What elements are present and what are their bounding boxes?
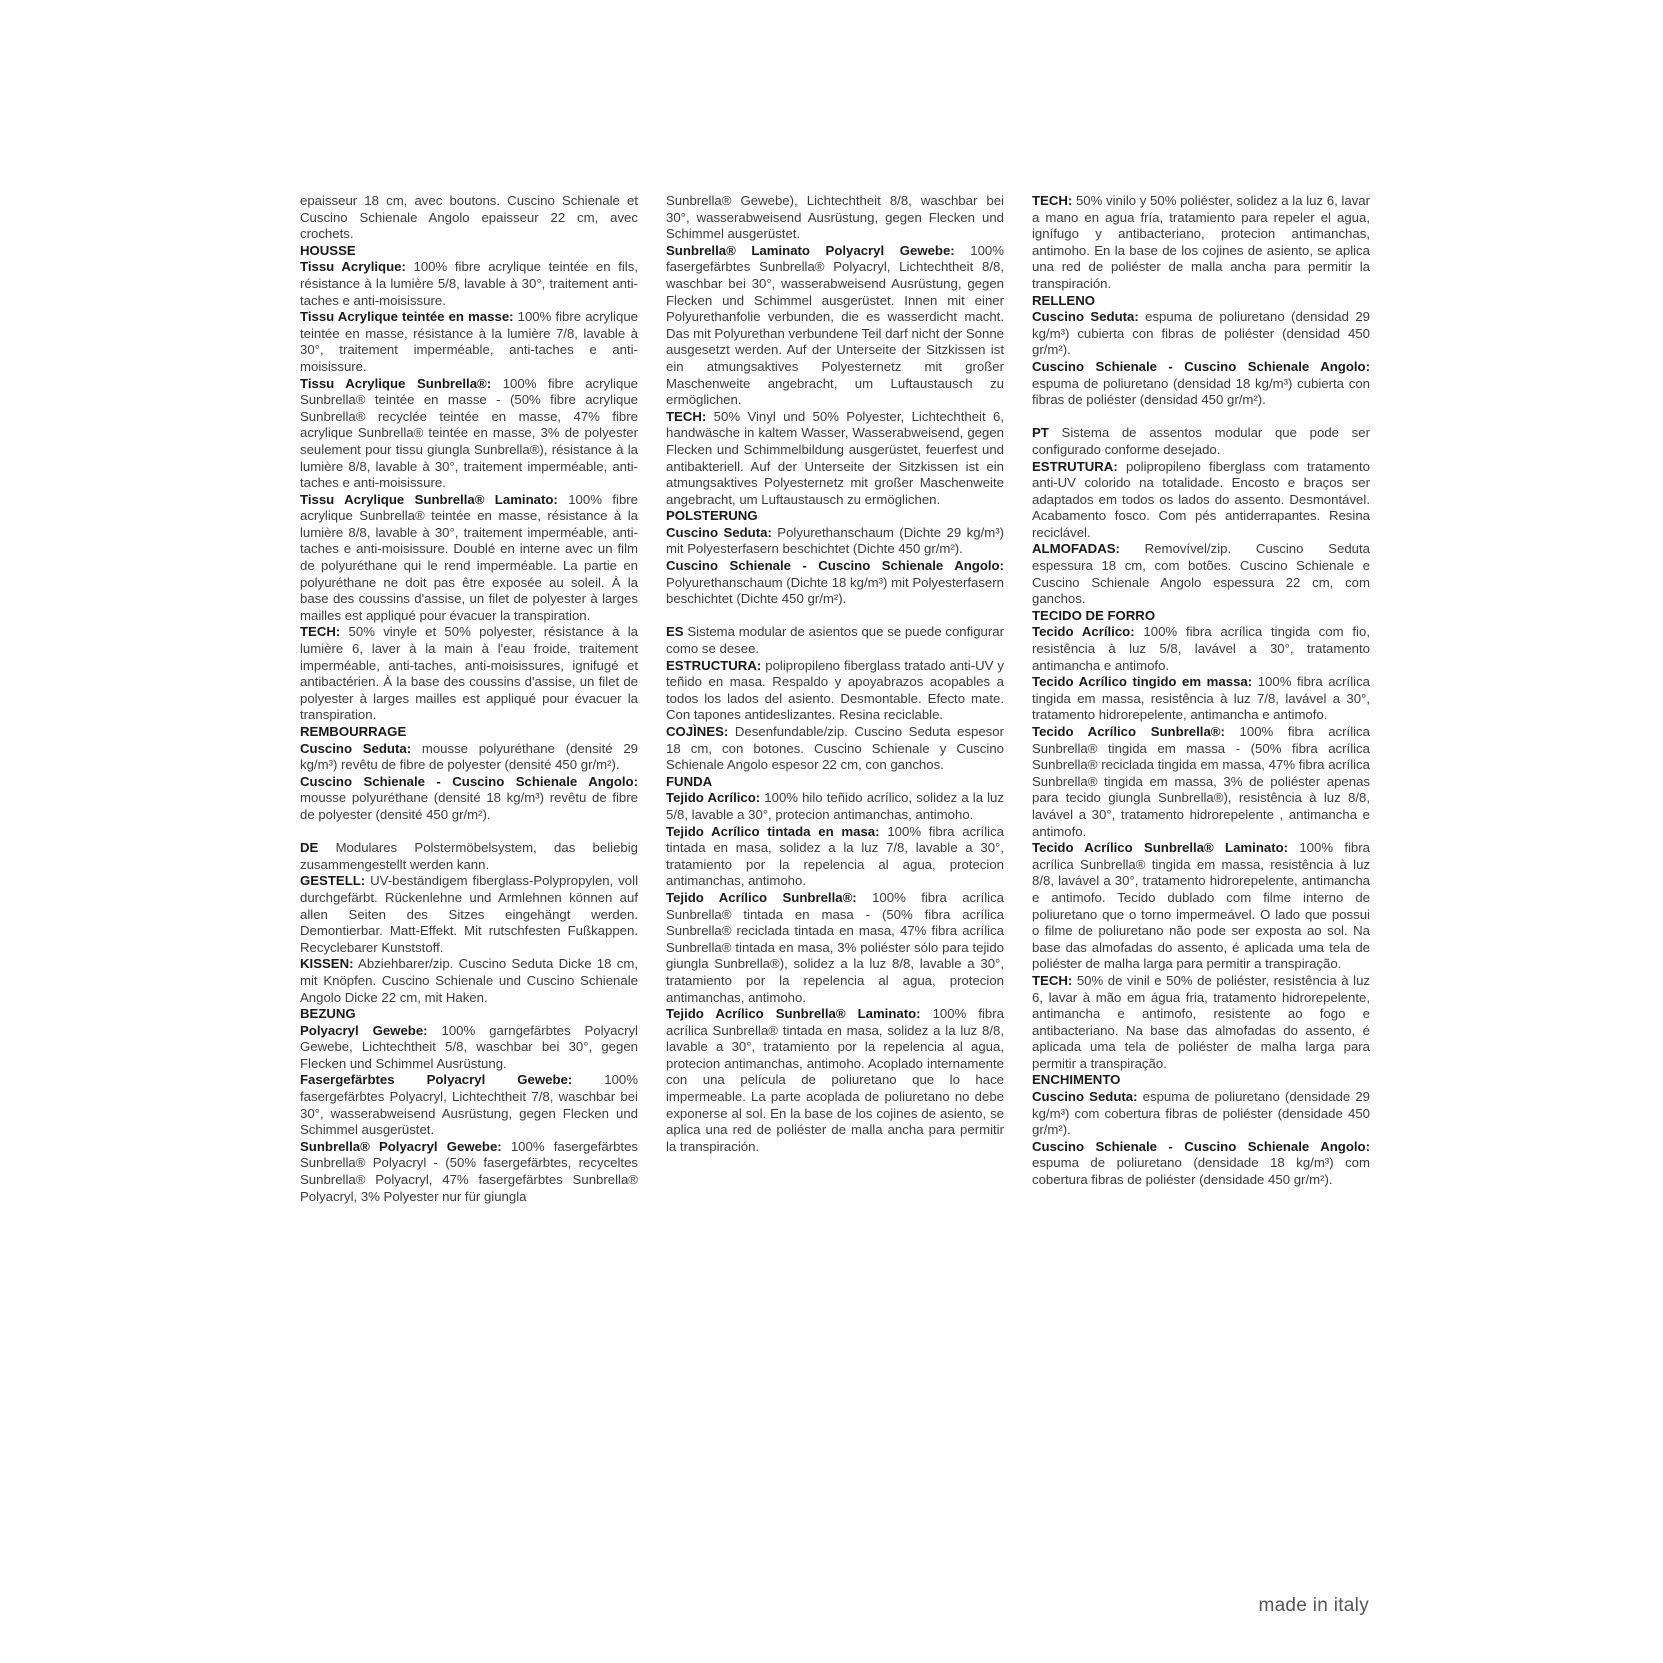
spec-paragraph xyxy=(300,873,638,956)
spec-text: 100% fibre acrylique teintée en fils, résistance à la lumière 5/8, lavable à 30°, traitement anti-taches e anti-moisissure. xyxy=(300,259,638,308)
spec-text: 100% fibre acrylique teintée en masse, résistance à la lumière 7/8, lavable à 30°, traitement imperméable, anti-taches e anti-moisissure. xyxy=(300,309,638,374)
spec-label: Tejido Acrílico: xyxy=(666,790,761,806)
spec-text: UV-beständigem fiberglass-Polypropylen, voll durchgefärbt. Rückenlehne und Armlehnen können auf allen Seiten des Sitzes eingehängt werden. Demontierbar. Matt-Effekt. Mit rutschfesten Fußkappen. Recyclebarer Kunststoff. xyxy=(300,873,638,955)
spec-label: Tissu Acrylique teintée en masse: xyxy=(300,309,514,325)
spec-text: 100% fasergefärbtes Polyacryl, Lichtechtheit 7/8, waschbar bei 30°, wasserabweisend Ausrüstung, gegen Flecken und Schimmel ausgerüstet. xyxy=(300,1072,638,1138)
spec-label: Cuscino Schienale - Cuscino Schienale Angolo: xyxy=(1032,1138,1370,1154)
spec-text: 50% de vinil e 50% de poliéster, resistência à luz 6, lavar à mão em água fria, tratamento hidrorepelente, antimancha e antimofo, resistente ao fogo e antibacteriano. Na base das almofadas do assento, é aplicada uma tela de poliéster de malha larga para permitir a transpiração. xyxy=(1032,972,1370,1071)
spec-paragraph xyxy=(666,658,1004,724)
spec-text: polipropileno fiberglass tratado anti-UV y teñido en masa. Respaldo y apoyabrazos acopables a todos los lados del asiento. Desmontable. Efecto mate. Con tapones antideslizantes. Resina reciclable. xyxy=(666,657,1004,723)
spec-paragraph xyxy=(666,890,1004,1006)
spec-paragraph xyxy=(1032,309,1370,359)
spec-paragraph xyxy=(666,525,1004,558)
spec-paragraph xyxy=(666,624,1004,657)
text-column-1 xyxy=(300,193,638,1205)
spec-text: 50% vinyle et 50% polyester, résistance à la lumière 6, laver à la main à l'eau froide, traitement imperméable, anti-taches, anti-moisissures, ignifugé et antibactérien. À la base des coussins d'assise, un filet de polyester à larges mailles est appliqué pour évacuer la transpiration. xyxy=(300,624,638,723)
text-column-3 xyxy=(1032,193,1370,1189)
spec-label: Polyacryl Gewebe: xyxy=(300,1022,428,1038)
paragraph-spacer xyxy=(1032,409,1370,426)
spec-text: 100% fibra acrílica tintada en masa, solidez a la luz 7/8, lavable a 30°, tratamiento por la repelencia al agua, protecion antimanchas, antimoho. xyxy=(666,823,1005,889)
spec-label: COJÌNES: xyxy=(666,724,729,739)
spec-text: 100% fibra acrílica tingida com fio, resistência à luz 5/8, lavável a 30°, tratamento antimancha e antimofo. xyxy=(1032,624,1370,673)
spec-label: Cuscino Schienale - Cuscino Schienale Angolo: xyxy=(300,773,638,789)
paragraph-spacer xyxy=(666,608,1004,625)
spec-paragraph xyxy=(300,840,638,873)
spec-text: Desenfundable/zip. Cuscino Seduta espesor 18 cm, con botones. Cuscino Schienale y Cuscino Schienale Angolo espesor 22 cm, con ganchos. xyxy=(666,724,1004,773)
spec-paragraph xyxy=(300,1139,638,1205)
spec-label: ES xyxy=(666,624,684,640)
spec-text: 100% fasergefärbtes Sunbrella® Polyacryl, Lichtechtheit 8/8, waschbar bei 30°, wasserabweisend Ausrüstung, gegen Flecken und Schimmel ausgerüstet. Innen mit einer Polyurethanfolie verbunden, die es wasserdicht macht. Das mit Polyurethan verbundene Teil darf nicht der Sonne ausgesetzt werden. Auf der Unterseite der Sitzkissen ist ein atmungsaktives Polyesternetz mit großer Maschenweite angebracht, um Luftaustausch zu ermöglichen. xyxy=(666,242,1004,408)
spec-paragraph xyxy=(300,741,638,774)
spec-paragraph xyxy=(300,1023,638,1073)
spec-paragraph xyxy=(666,724,1004,774)
spec-label: Tissu Acrylique Sunbrella®: xyxy=(300,375,492,391)
spec-text: 50% vinilo y 50% poliéster, solidez a la luz 6, lavar a mano en agua fría, tratamiento para repeler el agua, ignífugo y antibacteriano, protecion antimanchas, antimoho. En la base de los cojines de asiento, se aplica una red de poliéster de malla ancha para permitir la transpiración. xyxy=(1032,193,1370,291)
spec-label: Cuscino Seduta: xyxy=(1032,309,1139,325)
spec-label: Cuscino Seduta: xyxy=(300,740,412,756)
spec-text: 100% fibre acrylique Sunbrella® teintée en masse - (50% fibre acrylique Sunbrella® recyclée teintée en masse, 47% fibre acrylique Sunbrella® teintée en masse, 3% de polyester seulement pour tissu giungla Sunbrella®), résistance à la lumière 8/8, lavable à 30°, traitement imperméable, anti-taches e anti-moisissure. xyxy=(300,375,638,491)
spec-text: Sistema de assentos modular que pode ser configurado conforme desejado. xyxy=(1032,425,1370,457)
spec-label: GESTELL: xyxy=(300,873,366,889)
spec-paragraph xyxy=(1032,674,1370,724)
section-heading: TECIDO DE FORRO xyxy=(1032,607,1156,623)
spec-paragraph xyxy=(300,624,638,724)
section-heading: POLSTERUNG xyxy=(666,508,758,524)
spec-text: espuma de poliuretano (densidad 18 kg/m³) cubierta con fibras de poliéster (densidad 450 gr/m²). xyxy=(1032,375,1370,408)
spec-text: Modulares Polstermöbelsystem, das beliebig zusammengestellt werden kann. xyxy=(300,840,638,872)
paragraph: Sunbrella® Gewebe), Lichtechtheit 8/8, waschbar bei 30°, wasserabweisend Ausrüstung, gegen Flecken und Schimmel ausgerüstet. xyxy=(666,193,1004,242)
spec-paragraph xyxy=(666,558,1004,608)
spec-label: TECH: xyxy=(1032,972,1073,988)
section-heading: FUNDA xyxy=(666,773,713,789)
spec-paragraph xyxy=(300,956,638,1006)
section-heading: RELLENO xyxy=(1032,292,1096,308)
spec-label: KISSEN: xyxy=(300,956,354,972)
spec-label: Tecido Acrílico tingido em massa: xyxy=(1032,674,1253,690)
spec-label: Cuscino Schienale - Cuscino Schienale Angolo: xyxy=(1032,358,1370,374)
spec-text: espuma de poliuretano (densidade 29 kg/m³) com cobertura fibras de poliéster (densidade 450 gr/m²). xyxy=(1032,1089,1370,1138)
spec-paragraph xyxy=(666,790,1004,823)
spec-label: Tissu Acrylique: xyxy=(300,259,406,275)
spec-label: Cuscino Schienale - Cuscino Schienale Angolo: xyxy=(666,558,1004,574)
spec-label: TECH: xyxy=(666,408,707,424)
spec-paragraph xyxy=(1032,459,1370,542)
spec-paragraph xyxy=(300,492,638,625)
spec-text: 100% fibre acrylique Sunbrella® teintée en masse, résistance à la lumière 8/8, lavable à 30°, traitement imperméable, anti-taches e anti-moisissure. Doublé en interne avec un film de polyuréthane qui le rend imperméable. La partie en polyuréthane ne doit pas être exposée au soleil. À la base des coussins d'assise, un filet de polyester à larges mailles est appliqué pour évacuer la transpiration. xyxy=(300,491,639,623)
spec-text: mousse polyuréthane (densité 18 kg/m³) revêtu de fibre de polyester (densité 450 gr/m²). xyxy=(300,790,638,822)
spec-text: 100% fasergefärbtes Sunbrella® Polyacryl - (50% fasergefärbtes, recyceltes Sunbrella® Polyacryl, 47% fasergefärbtes Sunbrella® Polyacryl, 3% Polyester nur für giungla xyxy=(300,1138,639,1204)
spec-label: Tecido Acrílico Sunbrella® Laminato: xyxy=(1032,840,1289,856)
spec-label: Tejido Acrílico Sunbrella®: xyxy=(666,889,857,905)
spec-text: 100% garngefärbtes Polyacryl Gewebe, Lichtechtheit 5/8, waschbar bei 30°, gegen Flecken und Schimmel Ausrüstung. xyxy=(300,1022,638,1071)
section-heading: ENCHIMENTO xyxy=(1032,1072,1121,1088)
spec-text: Removível/zip. Cuscino Seduta espessura 18 cm, com botões. Cuscino Schienale e Cuscino Schienale Angolo espessura 22 cm, com ganchos. xyxy=(1032,541,1370,607)
spec-paragraph xyxy=(1032,193,1370,293)
spec-paragraph xyxy=(666,409,1004,509)
spec-paragraph xyxy=(1032,541,1370,607)
spec-text: 100% hilo teñido acrílico, solidez a la luz 5/8, lavable a 30°, protecion antimanchas, antimoho. xyxy=(666,790,1004,822)
spec-paragraph xyxy=(1032,973,1370,1073)
spec-paragraph xyxy=(1032,724,1370,840)
spec-label: DE xyxy=(300,840,319,856)
spec-text: Polyurethanschaum (Dichte 18 kg/m³) mit Polyesterfasern beschichtet (Dichte 450 gr/m²). xyxy=(666,574,1004,607)
spec-label: TECH: xyxy=(300,624,341,640)
spec-label: Tejido Acrílico Sunbrella® Laminato: xyxy=(666,1006,921,1022)
spec-label: ALMOFADAS: xyxy=(1032,541,1120,557)
spec-label: Sunbrella® Laminato Polyacryl Gewebe: xyxy=(666,242,955,258)
spec-text: espuma de poliuretano (densidad 29 kg/m³) cubierta con fibras de poliéster (densidad 450 gr/m²). xyxy=(1032,309,1371,358)
spec-text: Polyurethanschaum (Dichte 29 kg/m³) mit Polyesterfasern beschichtet (Dichte 450 gr/m²). xyxy=(666,524,1005,557)
spec-label: Sunbrella® Polyacryl Gewebe: xyxy=(300,1138,502,1154)
paragraph-spacer xyxy=(300,824,638,841)
spec-paragraph xyxy=(300,774,638,824)
spec-label: Tecido Acrílico Sunbrella®: xyxy=(1032,724,1225,739)
spec-label: TECH: xyxy=(1032,193,1073,208)
spec-paragraph xyxy=(1032,840,1370,973)
section-heading: HOUSSE xyxy=(300,242,356,258)
spec-label: ESTRUTURA: xyxy=(1032,458,1118,474)
section-heading: BEZUNG xyxy=(300,1006,356,1022)
spec-paragraph xyxy=(666,243,1004,409)
spec-text: 100% fibra acrílica tingida em massa, resistência à luz 7/8, lavável a 30°, tratamento hidrorepelente, antimancha e antimofo. xyxy=(1032,674,1370,723)
section-heading: REMBOURRAGE xyxy=(300,724,407,739)
spec-text: polipropileno fiberglass com tratamento anti-UV colorido na totalidade. Encosto e braços ser adaptados em todos os lados do assento. Desmontável. Acabamento fosco. Com pés antiderrapantes. Resina reciclável. xyxy=(1032,458,1370,540)
text-column-2 xyxy=(666,193,1004,1155)
paragraph: epaisseur 18 cm, avec boutons. Cuscino Schienale et Cuscino Schienale Angolo epaisseur 22 cm, avec crochets. xyxy=(300,193,638,242)
spec-label: Tecido Acrílico: xyxy=(1032,624,1135,640)
spec-text: Sistema modular de asientos que se puede configurar como se desee. xyxy=(666,624,1004,657)
spec-paragraph xyxy=(666,1006,1004,1155)
spec-paragraph xyxy=(1032,1139,1370,1189)
spec-text: 100% fibra acrílica Sunbrella® tintada en masa - (50% fibra acrílica Sunbrella® reciclada tintada en masa, 47% fibra acrílica Sunbrella® tintada en masa, 3% poliéster sólo para tejido giungla Sunbrella®), solidez a la luz 8/8, lavable a 30°, tratamiento por la repelencia al agua, protecion antimanchas, antimoho. xyxy=(666,889,1004,1005)
spec-paragraph xyxy=(1032,1089,1370,1139)
spec-paragraph xyxy=(1032,624,1370,674)
spec-paragraph xyxy=(1032,359,1370,409)
spec-text: Abziehbarer/zip. Cuscino Seduta Dicke 18 cm, mit Knöpfen. Cuscino Schienale und Cuscino Schienale Angolo Dicke 22 cm, mit Haken. xyxy=(300,956,638,1005)
spec-label: PT xyxy=(1032,425,1049,441)
spec-paragraph xyxy=(666,824,1004,890)
spec-label: Tissu Acrylique Sunbrella® Laminato: xyxy=(300,491,558,507)
spec-paragraph xyxy=(300,1072,638,1138)
spec-text: 50% Vinyl und 50% Polyester, Lichtechtheit 6, handwäsche in kaltem Wasser, Wasserabweisend, gegen Flecken und Schimmelbildung ausgerüstet, feuerfest und antibakteriell. Auf der Unterseite der Sitzkissen ist ein atmungsaktives Polyesternetz mit großer Maschenweite angebracht, um Luftaustausch zu ermöglichen. xyxy=(666,408,1004,507)
spec-text: mousse polyuréthane (densité 29 kg/m³) revêtu de fibre de polyester (densité 450 gr/m²). xyxy=(300,740,639,773)
spec-label: ESTRUCTURA: xyxy=(666,657,762,673)
spec-text: espuma de poliuretano (densidade 18 kg/m³) com cobertura fibras de poliéster (densidade 450 gr/m²). xyxy=(1032,1155,1370,1188)
made-in-italy-footer: made in italy xyxy=(1258,1595,1369,1616)
spec-paragraph xyxy=(300,259,638,309)
spec-paragraph xyxy=(300,309,638,375)
spec-paragraph xyxy=(300,376,638,492)
spec-label: Cuscino Seduta: xyxy=(1032,1089,1138,1105)
spec-text: 100% fibra acrílica Sunbrella® tingida em massa, resistência à luz 8/8, lavável a 30°, tratamento hidrorepelente, antimancha e antimofo. Tecido dublado com filme interno de poliuretano que o torno impermeável. O lado que possui o filme de poliuretano não pode ser exposta ao sol. Na base das almofadas do assento, é aplicada uma tela de poliéster de malha larga para permitir a transpiração. xyxy=(1032,840,1370,972)
spec-label: Fasergefärbtes Polyacryl Gewebe: xyxy=(300,1072,573,1088)
spec-label: Cuscino Seduta: xyxy=(666,524,772,540)
spec-paragraph xyxy=(1032,425,1370,458)
spec-label: Tejido Acrílico tintada en masa: xyxy=(666,823,880,839)
spec-text: 100% fibra acrílica Sunbrella® tintada en masa, solidez a la luz 8/8, lavable a 30°, tratamiento por la repelencia al agua, protecion antimanchas, antimoho. Acoplado internamente con una película de poliuretano que lo hace impermeable. La parte acoplada de poliuretano no debe exponerse al sol. En la base de los cojines de asiento, se aplica una red de poliéster de malla ancha para permitir la transpiración. xyxy=(666,1006,1004,1154)
spec-text: 100% fibra acrílica Sunbrella® tingida em massa - (50% fibra acrílica Sunbrella® reciclada tingida em massa, 47% fibra acrílica Sunbrella® tingida em massa, 3% de poliéster apenas para tecido giungla Sunbrella®), resistência à luz 8/8, lavável a 30°, tratamento hidrorepelente , antimancha e antimofo. xyxy=(1032,724,1370,839)
